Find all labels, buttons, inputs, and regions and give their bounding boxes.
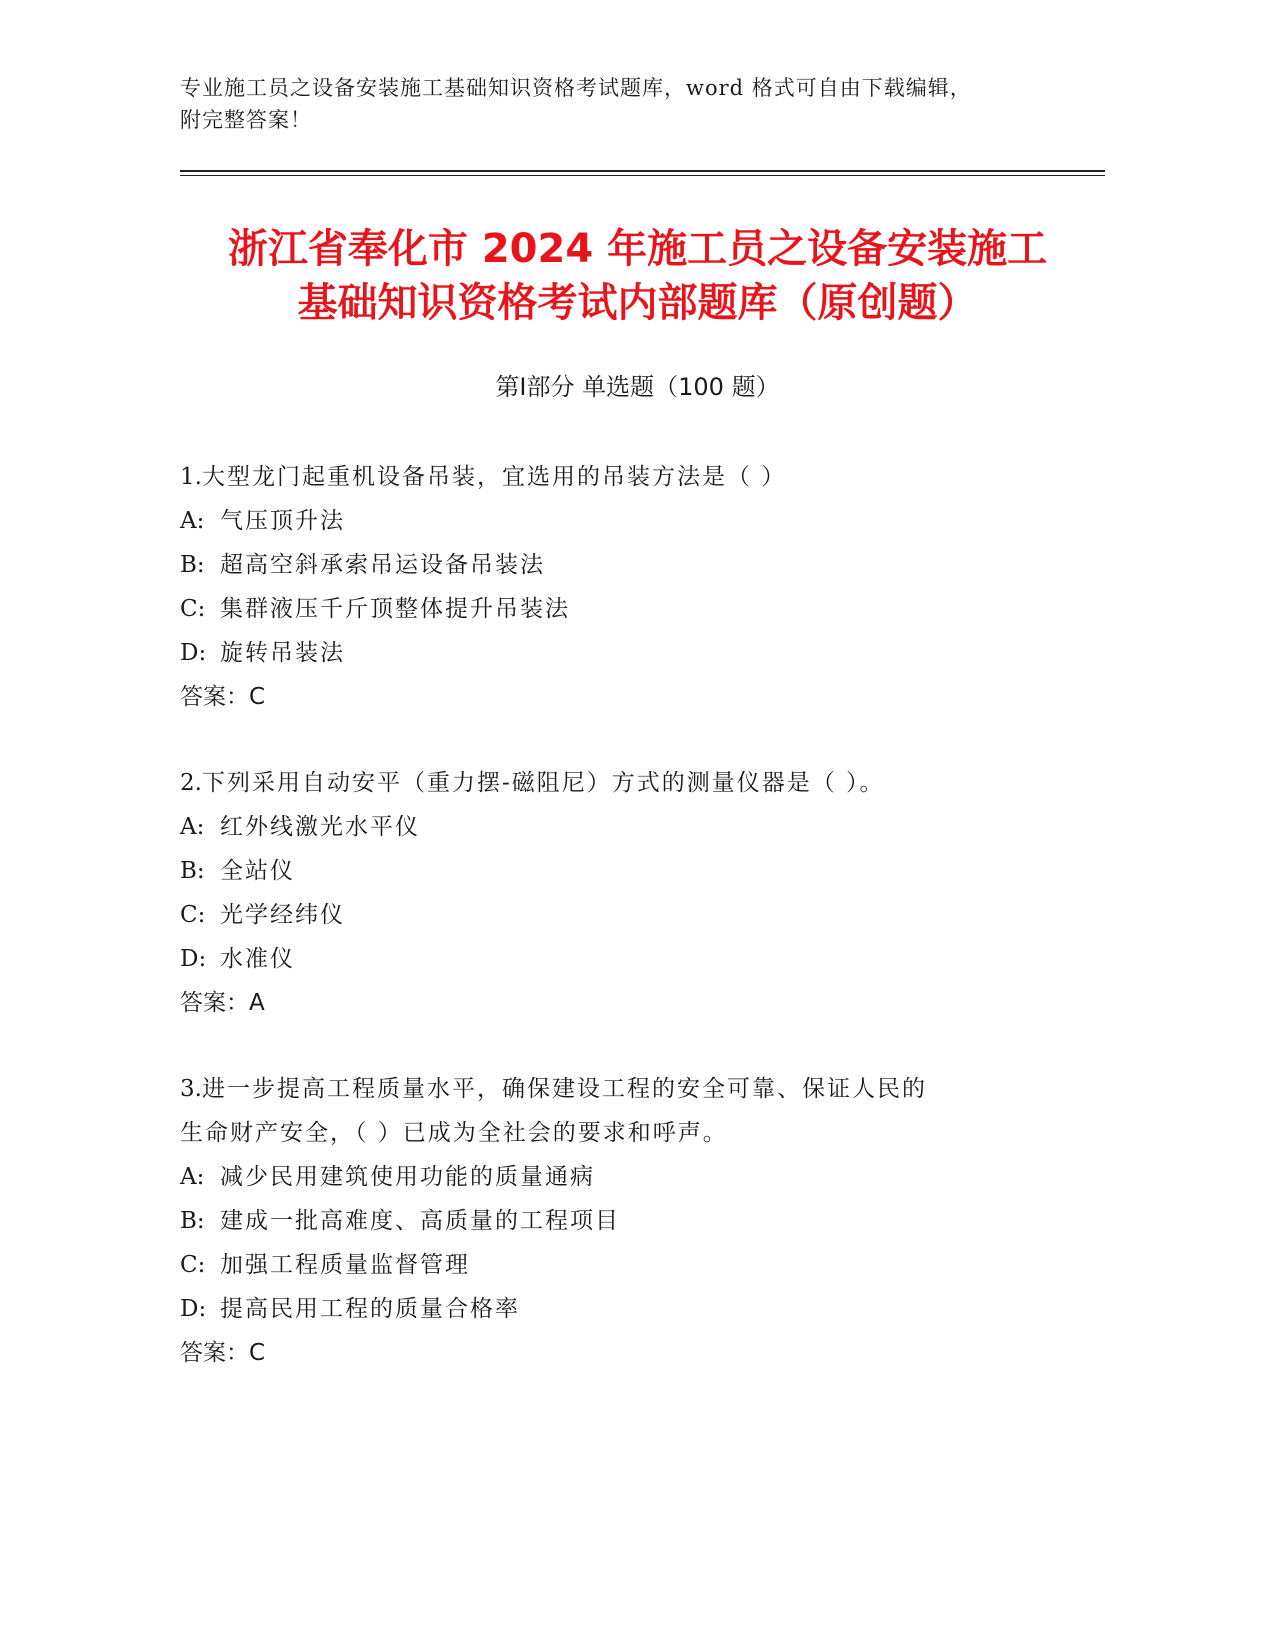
option-letter: D: xyxy=(180,640,207,666)
option-b xyxy=(180,1199,1080,1243)
answer-label: 答案： xyxy=(180,1340,249,1366)
option-text: 加强工程质量监督管理 xyxy=(220,1252,470,1278)
option-letter: B: xyxy=(180,858,205,884)
header-note xyxy=(180,72,1060,136)
option-letter: D: xyxy=(180,946,207,972)
option-letter: B: xyxy=(180,552,205,578)
option-letter: B: xyxy=(180,1208,205,1234)
option-d xyxy=(180,937,1080,981)
option-c xyxy=(180,1243,1080,1287)
question-number: 1. xyxy=(180,464,202,490)
question-line: 进一步提高工程质量水平，确保建设工程的安全可靠、保证人民的 xyxy=(201,1076,927,1102)
question-text xyxy=(180,455,1080,499)
question-text-continued xyxy=(180,1111,1080,1155)
option-text: 气压顶升法 xyxy=(220,508,345,534)
option-a xyxy=(180,1155,1080,1199)
option-text: 集群液压千斤顶整体提升吊装法 xyxy=(220,596,570,622)
answer-line xyxy=(180,1331,1080,1375)
option-text: 全站仪 xyxy=(220,858,295,884)
option-letter: C: xyxy=(180,596,206,622)
question-line: 下列采用自动安平（重力摆-磁阻尼）方式的测量仪器是（ ）。 xyxy=(201,770,885,796)
answer-value: C xyxy=(249,1340,266,1366)
option-text: 超高空斜承索吊运设备吊装法 xyxy=(220,552,545,578)
option-text: 建成一批高难度、高质量的工程项目 xyxy=(220,1208,620,1234)
option-d xyxy=(180,631,1080,675)
question-text xyxy=(180,1067,1080,1111)
header-note-line-1: 专业施工员之设备安装施工基础知识资格考试题库，word 格式可自由下载编辑， xyxy=(180,76,972,100)
option-b xyxy=(180,849,1080,893)
option-text: 光学经纬仪 xyxy=(220,902,345,928)
document-title-line-1: 浙江省奉化市 2024 年施工员之设备安装施工 xyxy=(227,226,1048,272)
option-letter: A: xyxy=(180,814,205,840)
option-letter: D: xyxy=(180,1296,207,1322)
question-2 xyxy=(180,761,1080,1025)
section-title: 第Ⅰ部分 单选题（100 题） xyxy=(495,373,780,401)
option-text: 减少民用建筑使用功能的质量通病 xyxy=(220,1164,595,1190)
option-c xyxy=(180,893,1080,937)
option-a xyxy=(180,805,1080,849)
header-note-line-2: 附完整答案！ xyxy=(180,108,312,132)
question-number: 2. xyxy=(180,770,202,796)
option-letter: A: xyxy=(180,1164,205,1190)
header-divider-thick xyxy=(180,170,1105,172)
option-a xyxy=(180,499,1080,543)
header-divider-thin xyxy=(180,175,1105,176)
option-text: 水准仪 xyxy=(220,946,295,972)
option-letter: C: xyxy=(180,902,206,928)
answer-value: C xyxy=(249,684,266,710)
question-list xyxy=(180,455,1080,1417)
option-letter: A: xyxy=(180,508,205,534)
question-number: 3. xyxy=(180,1076,202,1102)
question-line: 大型龙门起重机设备吊装，宜选用的吊装方法是（ ） xyxy=(201,464,787,490)
option-letter: C: xyxy=(180,1252,206,1278)
document-title-line-2: 基础知识资格考试内部题库（原创题） xyxy=(297,280,978,326)
answer-label: 答案： xyxy=(180,684,249,710)
option-c xyxy=(180,587,1080,631)
option-text: 提高民用工程的质量合格率 xyxy=(220,1296,520,1322)
option-b xyxy=(180,543,1080,587)
question-3 xyxy=(180,1067,1080,1375)
answer-line xyxy=(180,675,1080,719)
document-title xyxy=(140,222,1135,330)
question-1 xyxy=(180,455,1080,719)
answer-line xyxy=(180,981,1080,1025)
option-d xyxy=(180,1287,1080,1331)
question-line: 生命财产安全，（ ）已成为全社会的要求和呼声。 xyxy=(180,1120,728,1146)
question-text xyxy=(180,761,1080,805)
option-text: 旋转吊装法 xyxy=(220,640,345,666)
option-text: 红外线激光水平仪 xyxy=(220,814,420,840)
answer-value: A xyxy=(249,990,265,1016)
answer-label: 答案： xyxy=(180,990,249,1016)
